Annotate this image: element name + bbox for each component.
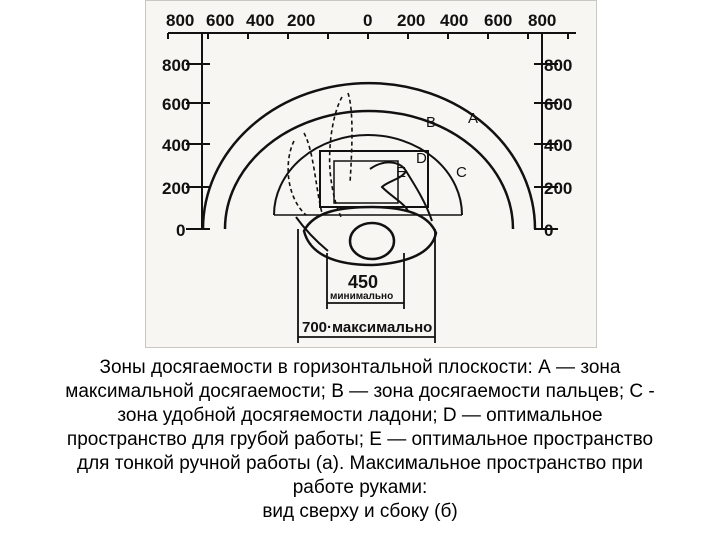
left-tick-label: 800	[162, 56, 191, 75]
zone-d-label: D	[416, 150, 427, 167]
top-tick-label: 600	[484, 11, 513, 30]
right-tick-label: 600	[544, 95, 573, 114]
dim-min-label: минимально	[330, 291, 394, 302]
caption-line: максимальной досягаемости; В — зона досягаемости пальцев; С -	[65, 381, 655, 402]
right-tick-label: 0	[544, 221, 554, 240]
caption-line: для тонкой ручной работы (а). Максимальное пространство при	[77, 453, 643, 474]
figure-caption	[40, 356, 680, 524]
left-tick-label: 400	[162, 136, 191, 155]
top-scale-bar	[168, 33, 576, 39]
dim-max-label: 700·максимально	[302, 319, 433, 336]
top-tick-label: 600	[206, 11, 235, 30]
top-tick-label: 800	[166, 11, 195, 30]
diagram-svg	[146, 1, 598, 349]
caption-line: Зоны досягаемости в горизонтальной плоскости: А — зона	[99, 357, 621, 378]
left-tick-label: 600	[162, 95, 191, 114]
right-scale	[544, 56, 572, 240]
zone-a-label: A	[468, 110, 479, 127]
left-scale	[162, 56, 190, 240]
right-tick-label: 800	[544, 56, 573, 75]
top-tick-label: 200	[397, 11, 426, 30]
caption-line: вид сверху и сбоку (б)	[262, 501, 458, 522]
right-tick-label: 200	[544, 179, 573, 198]
top-scale	[166, 11, 556, 30]
left-tick-label: 0	[176, 221, 186, 240]
dim-min-value: 450	[348, 272, 379, 292]
caption-line: работе руками:	[292, 477, 428, 498]
top-tick-label: 200	[287, 11, 316, 30]
caption-line: зона удобной досягяемости ладони; D — оптимальное	[117, 405, 603, 426]
top-tick-label: 400	[440, 11, 469, 30]
top-tick-label: 0	[363, 11, 373, 30]
caption-line: пространство для грубой работы; Е — оптимальное пространство	[66, 429, 654, 450]
right-tick-label: 400	[544, 136, 573, 155]
zone-b-arc	[225, 111, 513, 229]
top-tick-label: 400	[246, 11, 275, 30]
zone-b-label: B	[426, 114, 437, 131]
zone-c-label: C	[456, 164, 467, 181]
top-tick-label: 800	[528, 11, 557, 30]
zone-e-label: E	[396, 164, 407, 181]
reach-zones-diagram	[145, 0, 597, 348]
left-tick-label: 200	[162, 179, 191, 198]
side-axes	[186, 33, 558, 229]
